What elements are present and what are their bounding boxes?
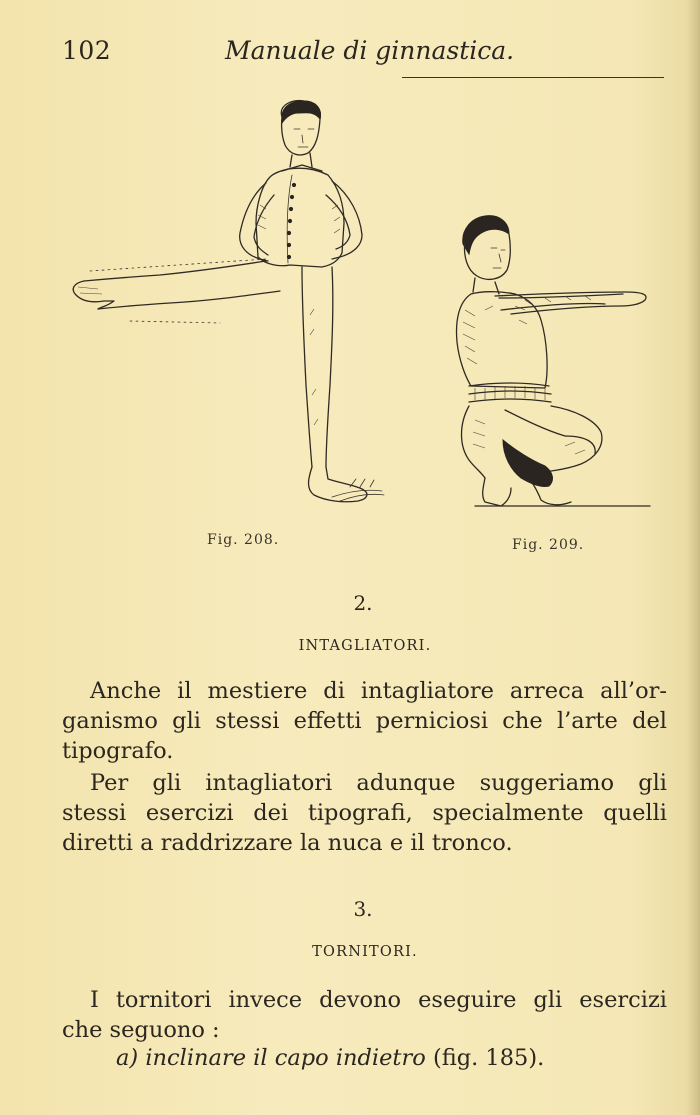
paragraph <box>62 985 667 1045</box>
paragraph <box>62 676 667 766</box>
list-marker: a) <box>116 1045 139 1071</box>
section-title: INTAGLIATORI. <box>298 638 432 654</box>
text-line: Anche il mestiere di intagliatore arreca all’or- <box>90 678 667 704</box>
figure-caption: Fig. 208. <box>207 532 280 548</box>
text-line: I tornitori invece devono eseguire gli esercizi <box>90 987 667 1013</box>
text-line: tipografo. <box>62 738 174 764</box>
standing-leg-raise-figure-icon <box>70 95 390 525</box>
header-rule <box>402 77 664 78</box>
list-item-text: inclinare il capo indietro <box>145 1045 426 1071</box>
figure-reference: (fig. 185). <box>432 1045 545 1071</box>
section-number: 3. <box>353 897 373 921</box>
squat-arms-forward-figure-icon <box>445 210 660 515</box>
section-number: 2. <box>353 591 373 615</box>
text-line: che seguono : <box>62 1017 220 1043</box>
text-line: stessi esercizi dei tipografi, specialmente quelli <box>62 800 667 826</box>
figure-caption: Fig. 209. <box>512 537 585 553</box>
paragraph <box>62 768 667 858</box>
running-title: Manuale di ginnastica. <box>225 36 515 65</box>
list-item <box>116 1045 544 1071</box>
text-line: ganismo gli stessi effetti perniciosi che l’arte del <box>62 708 667 734</box>
text-line: diretti a raddrizzare la nuca e il tronco. <box>62 830 513 856</box>
section-title: TORNITORI. <box>312 944 418 960</box>
page-edge-shadow <box>686 0 700 1115</box>
page-number: 102 <box>62 36 112 65</box>
text-line: Per gli intagliatori adunque suggeriamo gli <box>90 770 667 796</box>
